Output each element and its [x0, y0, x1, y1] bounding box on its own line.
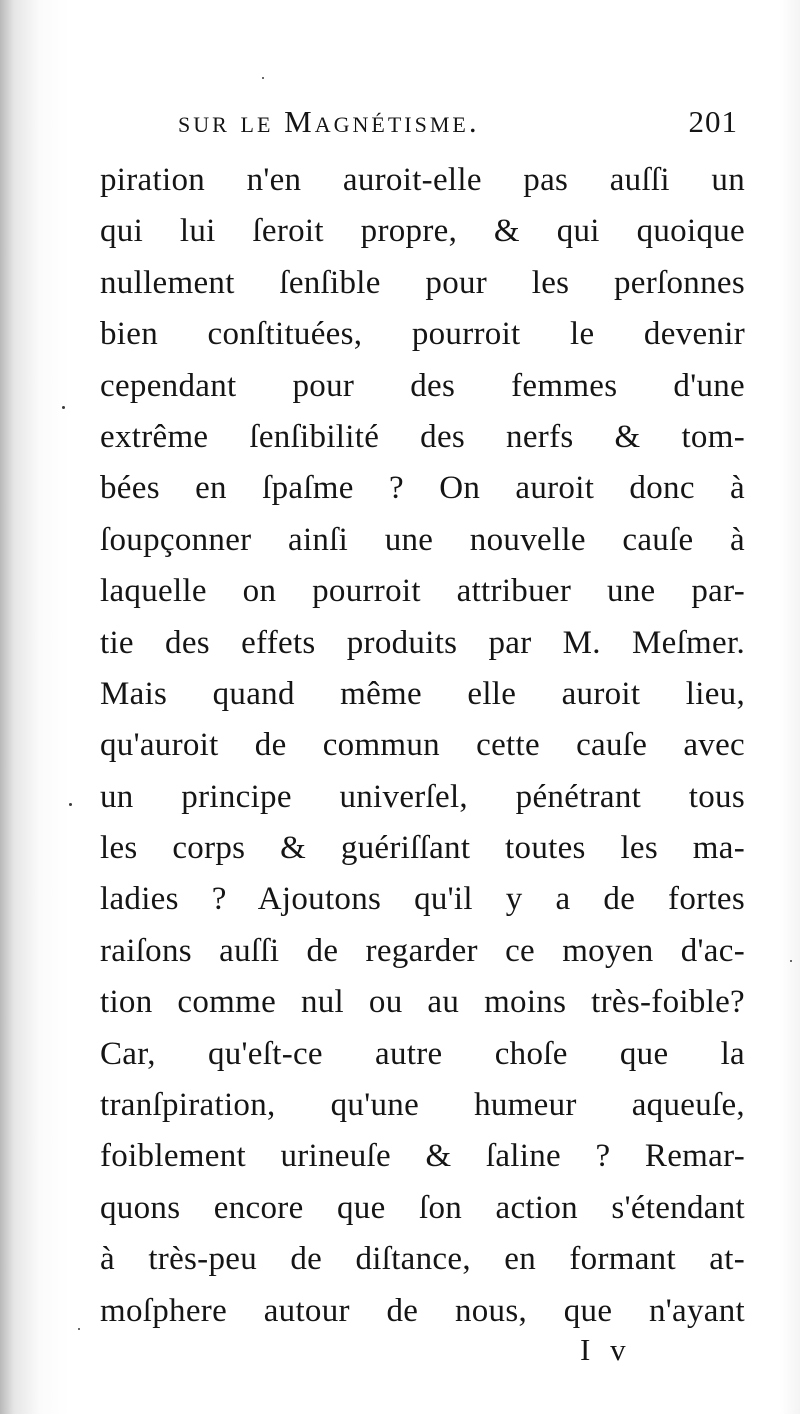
- text-line: piration n'en auroit-elle pas auſſi un: [100, 162, 745, 198]
- text-line: tion comme nul ou au moins très-foible?: [100, 984, 745, 1021]
- signature-mark: I v: [580, 1332, 632, 1367]
- text-line: nullement ſenſible pour les perſonnes: [100, 264, 745, 301]
- page-header: [178, 104, 738, 144]
- text-line: Car, qu'eſt-ce autre choſe que la: [100, 1035, 745, 1072]
- page-number: 201: [688, 104, 738, 139]
- text-line: ladies ? Ajoutons qu'il y a de fortes: [100, 881, 745, 918]
- ink-speck: [62, 406, 65, 409]
- body-text: [100, 155, 745, 1337]
- text-line: moſphere autour de nous, que n'ayant: [100, 1292, 745, 1329]
- text-line: Mais quand même elle auroit lieu,: [100, 675, 745, 712]
- text-line: extrême ſenſibilité des nerfs & tom-: [100, 418, 745, 455]
- text-line: tie des effets produits par M. Meſmer.: [100, 624, 745, 661]
- text-line: bées en ſpaſme ? On auroit donc à: [100, 470, 745, 507]
- text-line: quons encore que ſon action s'étendant: [100, 1189, 745, 1226]
- text-line: qui lui ſeroit propre, & qui quoique: [100, 213, 745, 250]
- text-line: qu'auroit de commun cette cauſe avec: [100, 727, 745, 764]
- ink-speck: [78, 1328, 80, 1330]
- text-line: laquelle on pourroit attribuer une par-: [100, 573, 745, 610]
- text-line: cependant pour des femmes d'une: [100, 367, 745, 404]
- text-line: raiſons auſſi de regarder ce moyen d'ac-: [100, 932, 745, 969]
- text-line: à très-peu de diſtance, en formant at-: [100, 1241, 745, 1278]
- text-line: bien conſtituées, pourroit le devenir: [100, 316, 745, 353]
- text-line: ſoupçonner ainſi une nouvelle cauſe à: [100, 521, 745, 558]
- text-line: tranſpiration, qu'une humeur aqueuſe,: [100, 1087, 745, 1124]
- text-line: un principe univerſel, pénétrant tous: [100, 778, 745, 815]
- running-title: sur le Magnétisme.: [178, 104, 480, 139]
- ink-speck: [790, 960, 792, 962]
- ink-speck: [262, 77, 264, 79]
- text-line: les corps & guériſſant toutes les ma-: [100, 830, 745, 867]
- text-line: foiblement urineuſe & ſaline ? Remar-: [100, 1138, 745, 1175]
- ink-speck: [69, 803, 72, 806]
